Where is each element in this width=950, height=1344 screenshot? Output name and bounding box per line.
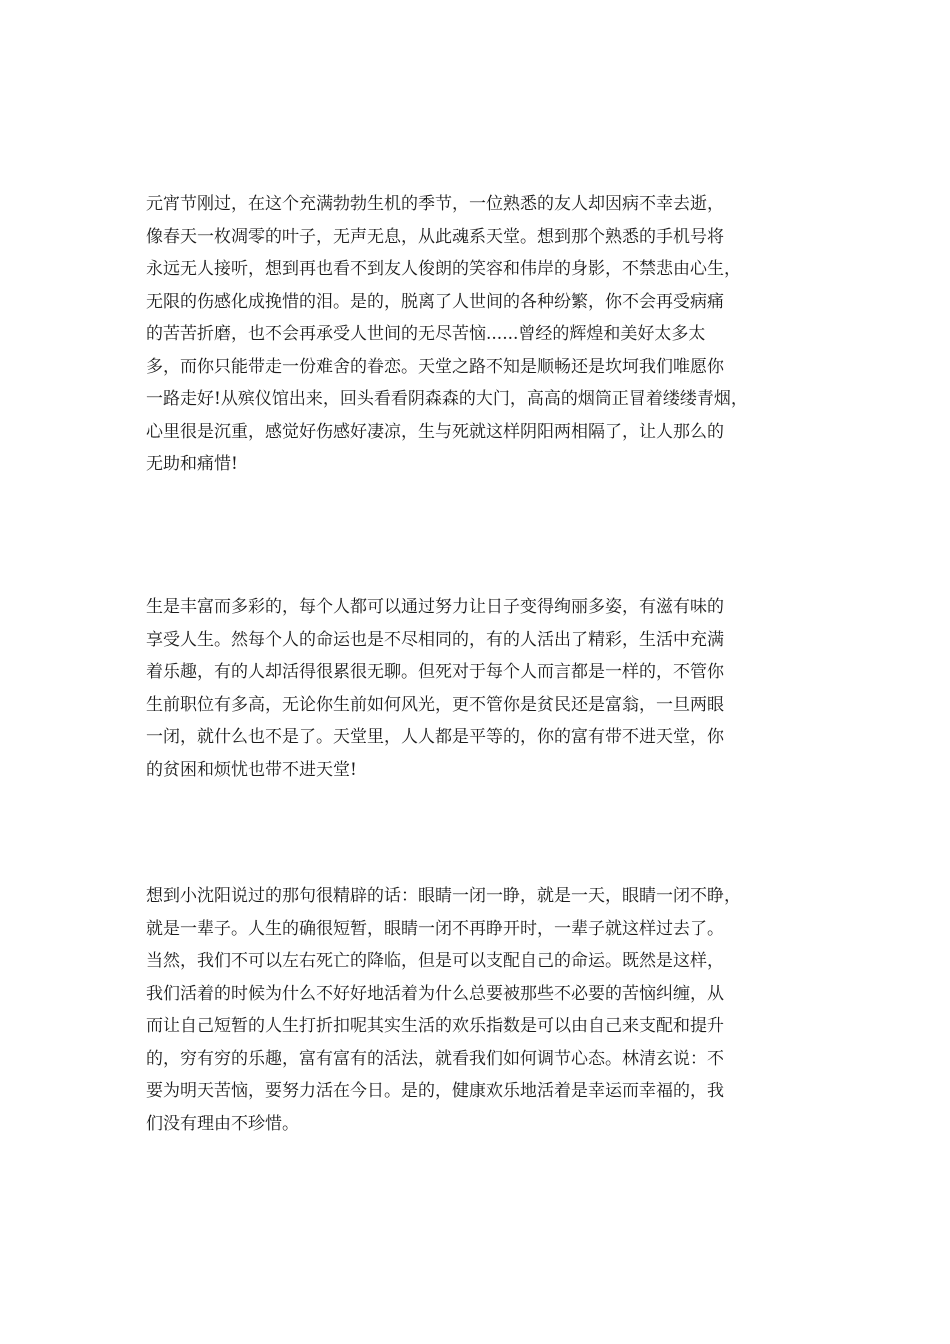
text-line: 我们活着的时候为什么不好好地活着为什么总要被那些不必要的苦恼纠缠，从 xyxy=(146,983,724,1004)
text-line: 的苦苦折磨，也不会再承受人世间的无尽苦恼......曾经的辉煌和美好太多太 xyxy=(146,324,706,344)
text-line: 无助和痛惜! xyxy=(146,454,238,474)
text-line: 享受人生。然每个人的命运也是不尽相同的，有的人活出了精彩，生活中充满 xyxy=(146,629,724,650)
text-line: 想到小沈阳说过的那句很精辟的话：眼睛一闭一睁，就是一天，眼睛一闭不睁， xyxy=(146,886,741,906)
paragraph-3 xyxy=(146,880,836,1140)
text-line: 一路走好!从殡仪馆出来，回头看看阴森森的大门，高高的烟筒正冒着缕缕青烟， xyxy=(146,389,748,409)
text-line: 生前职位有多高，无论你生前如何风光，更不管你是贫民还是富翁，一旦两眼 xyxy=(146,694,724,715)
text-line: 就是一辈子。人生的确很短暂，眼睛一闭不再睁开时，一辈子就这样过去了。 xyxy=(146,918,724,939)
paragraph-2 xyxy=(146,591,836,786)
text-line: 永远无人接听，想到再也看不到友人俊朗的笑容和伟岸的身影，不禁悲由心生， xyxy=(146,259,741,279)
text-line: 无限的伤感化成挽惜的泪。是的，脱离了人世间的各种纷繁，你不会再受病痛 xyxy=(146,291,724,312)
text-line: 当然，我们不可以左右死亡的降临，但是可以支配自己的命运。既然是这样， xyxy=(146,951,724,971)
text-line: 元宵节刚过，在这个充满勃勃生机的季节，一位熟悉的友人却因病不幸去逝， xyxy=(146,194,724,214)
text-line: 一闭，就什么也不是了。天堂里，人人都是平等的，你的富有带不进天堂，你 xyxy=(146,727,724,747)
text-line: 着乐趣，有的人却活得很累很无聊。但死对于每个人而言都是一样的，不管你 xyxy=(146,662,724,682)
text-line: 生是丰富而多彩的，每个人都可以通过努力让日子变得绚丽多姿，有滋有味的 xyxy=(146,597,724,617)
text-line: 多，而你只能带走一份难舍的眷恋。天堂之路不知是顺畅还是坎坷我们唯愿你 xyxy=(146,356,724,377)
text-line: 要为明天苦恼，要努力活在今日。是的，健康欢乐地活着是幸运而幸福的，我 xyxy=(146,1081,724,1101)
text-line: 的，穷有穷的乐趣，富有富有的活法，就看我们如何调节心态。林清玄说：不 xyxy=(146,1048,724,1069)
text-line: 心里很是沉重，感觉好伤感好凄凉，生与死就这样阴阳两相隔了，让人那么的 xyxy=(146,421,724,442)
text-line: 的贫困和烦忧也带不进天堂! xyxy=(146,759,357,780)
paragraph-1 xyxy=(146,188,836,481)
text-line: 们没有理由不珍惜。 xyxy=(146,1113,299,1134)
text-line: 而让自己短暂的人生打折扣呢其实生活的欢乐指数是可以由自己来支配和提升 xyxy=(146,1016,724,1036)
text-line: 像春天一枚凋零的叶子，无声无息，从此魂系天堂。想到那个熟悉的手机号将 xyxy=(146,226,724,247)
